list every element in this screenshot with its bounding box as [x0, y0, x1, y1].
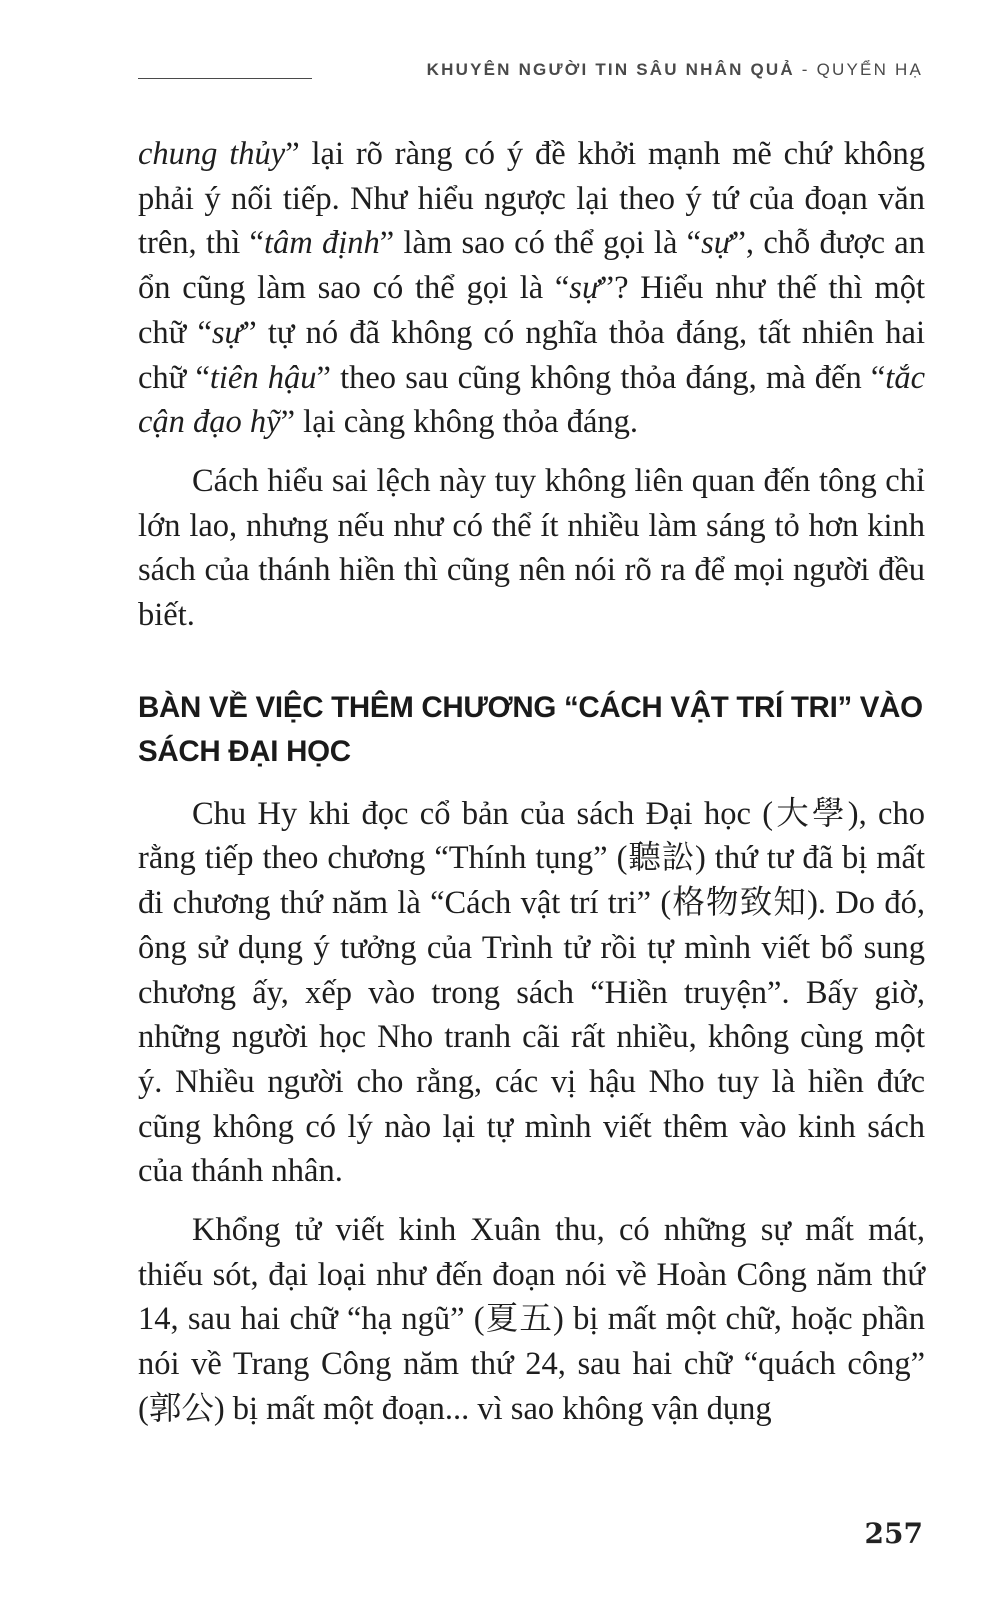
italic-term: sự: [701, 225, 732, 262]
header-book-title: KHUYÊN NGƯỜI TIN SÂU NHÂN QUẢ: [426, 60, 795, 79]
page-number: 257: [864, 1517, 923, 1550]
italic-term: sự: [569, 270, 600, 307]
paragraph-2: Cách hiểu sai lệch này tuy không liên quan đến tông chỉ lớn lao, nhưng nếu như có thể ít nhiều làm sáng tỏ hơn kinh sách của thánh hiền thì cũng nên nói rõ ra để mọi người đều biết.: [138, 462, 925, 634]
text-run: ”? Hiểu như thế thì một chữ “: [138, 270, 925, 351]
running-header: [138, 58, 923, 88]
text-run: ” theo sau cũng không thỏa đáng, mà đến “: [316, 359, 886, 396]
header-text: [427, 60, 923, 80]
italic-term: tắc cận đạo hỹ: [138, 359, 926, 441]
paragraph-4: Khổng tử viết kinh Xuân thu, có những sự mất mát, thiếu sót, đại loại như đến đoạn nói về Hoàn Công năm thứ 14, sau hai chữ “hạ ngũ” (夏五) bị mất một chữ, hoặc phần nói về Trang Công năm thứ 24, sau hai chữ “quách công” (郭公) bị mất một đoạn... vì sao không vận dụng: [138, 1212, 925, 1427]
text-run: ” tự nó đã không có nghĩa thỏa đáng, tất nhiên hai chữ “: [138, 314, 925, 396]
text-run: ” lại càng không thỏa đáng.: [280, 404, 638, 441]
header-separator: -: [794, 60, 817, 79]
text-run: ” làm sao có thể gọi là “: [379, 225, 702, 262]
italic-term: sự: [211, 314, 243, 351]
paragraph-continuation: [138, 132, 925, 445]
section-heading: BÀN VỀ VIỆC THÊM CHƯƠNG “CÁCH VẬT TRÍ TRI” VÀO SÁCH ĐẠI HỌC: [138, 690, 923, 768]
text-run: ” lại rõ ràng có ý đề khởi mạnh mẽ chứ không phải ý nối tiếp. Như hiểu ngược lại theo ý tứ của đoạn văn trên, thì “: [138, 136, 925, 262]
italic-term: tâm định: [263, 225, 380, 262]
header-volume: QUYỂN HẠ: [816, 60, 923, 79]
header-rule: [138, 78, 312, 79]
page-body: [138, 132, 925, 1432]
text-run: ”, chỗ được an ổn cũng làm sao có thể gọi là “: [138, 225, 925, 307]
italic-term: tiên hậu: [209, 359, 317, 396]
italic-term: chung thủy: [138, 136, 286, 172]
paragraph-3: Chu Hy khi đọc cổ bản của sách Đại học (大學), cho rằng tiếp theo chương “Thính tụng” (聽訟) thứ tư đã bị mất đi chương thứ năm là “Cách vật trí tri” (格物致知). Do đó, ông sử dụng ý tưởng của Trình tử rồi tự mình viết bổ sung chương ấy, xếp vào trong sách “Hiền truyện”. Bấy giờ, những người học Nho tranh cãi rất nhiều, không cùng một ý. Nhiều người cho rằng, các vị hậu Nho tuy là hiền đức cũng không có lý nào lại tự mình viết thêm vào kinh sách của thánh nhân.: [138, 795, 925, 1190]
